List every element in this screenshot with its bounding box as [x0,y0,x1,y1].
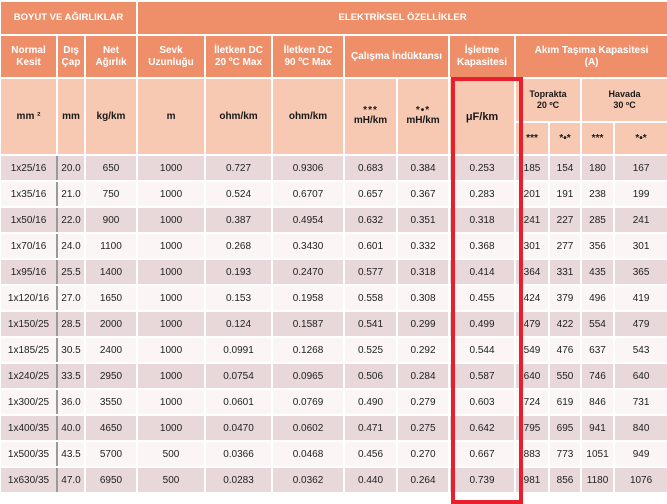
inductance-b-cell: 0.275 [397,415,449,441]
dc-resistance-20-cell: 0.153 [205,285,272,311]
inductance-a-cell: 0.490 [344,389,397,415]
net-weight-cell: 1400 [85,259,137,285]
outer-diameter-cell: 36.0 [57,389,85,415]
table-row [0,363,667,389]
outer-diameter-cell: 28.5 [57,311,85,337]
nominal-section-cell: 1x25/16 [0,155,57,181]
stars-ground-b: *•* [549,122,581,155]
nominal-section-cell: 1x300/25 [0,389,57,415]
table-row [0,285,667,311]
ampacity-air-a-cell: 637 [581,337,614,363]
unit-outer: mm [57,78,85,155]
delivery-length-cell: 1000 [137,363,205,389]
delivery-length-cell: 500 [137,441,205,467]
unit-delivery: m [137,78,205,155]
inductance-b-cell: 0.318 [397,259,449,285]
ampacity-ground-b-cell: 619 [549,389,581,415]
col-header-outer: Dış Çap [57,35,85,78]
ampacity-ground-a-cell: 549 [515,337,549,363]
inductance-a-cell: 0.632 [344,207,397,233]
ampacity-air-b-cell: 199 [614,181,667,207]
ampacity-air-b-cell: 479 [614,311,667,337]
nominal-section-cell: 1x95/16 [0,259,57,285]
stars-air-a: *** [581,122,614,155]
ampacity-ground-a-cell: 241 [515,207,549,233]
dc-resistance-90-cell: 0.0468 [272,441,344,467]
nominal-section-cell: 1x400/35 [0,415,57,441]
ampacity-air-b-cell: 949 [614,441,667,467]
dc-resistance-90-cell: 0.0965 [272,363,344,389]
table-row [0,311,667,337]
delivery-length-cell: 1000 [137,207,205,233]
nominal-section-cell: 1x120/16 [0,285,57,311]
dc-resistance-20-cell: 0.0991 [205,337,272,363]
unit-dc20: ohm/km [205,78,272,155]
unit-induct-a: *** mH/km [344,78,397,155]
ampacity-air-a-cell: 846 [581,389,614,415]
ampacity-ground-b-cell: 277 [549,233,581,259]
delivery-length-cell: 1000 [137,155,205,181]
dc-resistance-90-cell: 0.0602 [272,415,344,441]
table-row [0,415,667,441]
outer-diameter-cell: 27.0 [57,285,85,311]
stars-ground-a: *** [515,122,549,155]
nominal-section-cell: 1x500/35 [0,441,57,467]
ampacity-air-b-cell: 840 [614,415,667,441]
ampacity-air-a-cell: 238 [581,181,614,207]
outer-diameter-cell: 47.0 [57,467,85,493]
ampacity-ground-b-cell: 227 [549,207,581,233]
capacitance-cell: 0.499 [449,311,515,337]
ampacity-air-a-cell: 746 [581,363,614,389]
dc-resistance-20-cell: 0.0283 [205,467,272,493]
nominal-section-cell: 1x240/25 [0,363,57,389]
capacitance-cell: 0.414 [449,259,515,285]
net-weight-cell: 900 [85,207,137,233]
ampacity-ground-a-cell: 185 [515,155,549,181]
ampacity-air-b-cell: 731 [614,389,667,415]
net-weight-cell: 2000 [85,311,137,337]
dc-resistance-90-cell: 0.2470 [272,259,344,285]
capacitance-cell: 0.318 [449,207,515,233]
table-row [0,259,667,285]
ampacity-ground-b-cell: 154 [549,155,581,181]
outer-diameter-cell: 43.5 [57,441,85,467]
inductance-a-cell: 0.541 [344,311,397,337]
table-row [0,233,667,259]
stars-air-b: *•* [614,122,667,155]
net-weight-cell: 2400 [85,337,137,363]
group-header-dimensions: BOYUT VE AĞIRLIKLAR [0,1,137,35]
ampacity-ground-a-cell: 201 [515,181,549,207]
capacitance-cell: 0.253 [449,155,515,181]
inductance-b-cell: 0.351 [397,207,449,233]
ampacity-ground-a-cell: 301 [515,233,549,259]
outer-diameter-cell: 20.0 [57,155,85,181]
col-header-ampacity: Akım Taşıma Kapasitesi (A) [515,35,667,78]
ampacity-ground-a-cell: 479 [515,311,549,337]
delivery-length-cell: 1000 [137,337,205,363]
ampacity-air-a-cell: 554 [581,311,614,337]
inductance-b-cell: 0.264 [397,467,449,493]
dc-resistance-20-cell: 0.0601 [205,389,272,415]
ampacity-air-b-cell: 301 [614,233,667,259]
delivery-length-cell: 1000 [137,311,205,337]
inductance-b-cell: 0.279 [397,389,449,415]
ampacity-ground-a-cell: 640 [515,363,549,389]
col-header-delivery: Sevk Uzunluğu [137,35,205,78]
ampacity-ground-b-cell: 331 [549,259,581,285]
delivery-length-cell: 1000 [137,389,205,415]
capacitance-cell: 0.544 [449,337,515,363]
table-row [0,207,667,233]
dc-resistance-20-cell: 0.0366 [205,441,272,467]
unit-dc90: ohm/km [272,78,344,155]
inductance-b-cell: 0.308 [397,285,449,311]
ampacity-ground-a-cell: 364 [515,259,549,285]
net-weight-cell: 6950 [85,467,137,493]
ampacity-air-a-cell: 496 [581,285,614,311]
ampacity-ground-b-cell: 191 [549,181,581,207]
delivery-length-cell: 500 [137,467,205,493]
table-row [0,181,667,207]
ampacity-air-a-cell: 1180 [581,467,614,493]
ampacity-air-b-cell: 167 [614,155,667,181]
inductance-a-cell: 0.558 [344,285,397,311]
subheader-ground: Toprakta 20 ºC [515,78,581,122]
dc-resistance-20-cell: 0.0470 [205,415,272,441]
subheader-air: Havada 30 ºC [581,78,667,122]
net-weight-cell: 1650 [85,285,137,311]
capacitance-cell: 0.739 [449,467,515,493]
delivery-length-cell: 1000 [137,181,205,207]
dc-resistance-90-cell: 0.0769 [272,389,344,415]
delivery-length-cell: 1000 [137,259,205,285]
ampacity-ground-b-cell: 773 [549,441,581,467]
col-header-capacitance: İşletme Kapasitesi [449,35,515,78]
ampacity-air-a-cell: 941 [581,415,614,441]
outer-diameter-cell: 24.0 [57,233,85,259]
ampacity-air-b-cell: 543 [614,337,667,363]
table-row [0,389,667,415]
net-weight-cell: 3550 [85,389,137,415]
outer-diameter-cell: 30.5 [57,337,85,363]
ampacity-ground-a-cell: 724 [515,389,549,415]
net-weight-cell: 750 [85,181,137,207]
col-header-weight: Net Ağırlık [85,35,137,78]
ampacity-ground-b-cell: 422 [549,311,581,337]
ampacity-ground-b-cell: 695 [549,415,581,441]
outer-diameter-cell: 22.0 [57,207,85,233]
net-weight-cell: 2950 [85,363,137,389]
dc-resistance-90-cell: 0.3430 [272,233,344,259]
ampacity-air-a-cell: 285 [581,207,614,233]
ampacity-ground-a-cell: 883 [515,441,549,467]
nominal-section-cell: 1x150/25 [0,311,57,337]
dc-resistance-90-cell: 0.1958 [272,285,344,311]
ampacity-ground-b-cell: 379 [549,285,581,311]
dc-resistance-20-cell: 0.193 [205,259,272,285]
col-header-inductance: Çalışma İndüktansı [344,35,449,78]
dc-resistance-20-cell: 0.387 [205,207,272,233]
ampacity-ground-b-cell: 856 [549,467,581,493]
inductance-b-cell: 0.284 [397,363,449,389]
outer-diameter-cell: 33.5 [57,363,85,389]
inductance-b-cell: 0.367 [397,181,449,207]
outer-diameter-cell: 40.0 [57,415,85,441]
table-row [0,155,667,181]
table-row [0,467,667,493]
table-row [0,441,667,467]
inductance-a-cell: 0.525 [344,337,397,363]
ampacity-ground-b-cell: 550 [549,363,581,389]
col-header-dc20: İletken DC 20 ºC Max [205,35,272,78]
capacitance-cell: 0.667 [449,441,515,467]
dc-resistance-90-cell: 0.1268 [272,337,344,363]
unit-nominal: mm ² [0,78,57,155]
net-weight-cell: 4650 [85,415,137,441]
capacitance-cell: 0.455 [449,285,515,311]
outer-diameter-cell: 21.0 [57,181,85,207]
dc-resistance-90-cell: 0.9306 [272,155,344,181]
inductance-a-cell: 0.440 [344,467,397,493]
inductance-a-cell: 0.577 [344,259,397,285]
group-header-electrical: ELEKTRİKSEL ÖZELLİKLER [137,1,667,35]
table-row [0,337,667,363]
capacitance-cell: 0.587 [449,363,515,389]
delivery-length-cell: 1000 [137,233,205,259]
ampacity-air-a-cell: 180 [581,155,614,181]
nominal-section-cell: 1x35/16 [0,181,57,207]
dc-resistance-90-cell: 0.1587 [272,311,344,337]
dc-resistance-20-cell: 0.524 [205,181,272,207]
inductance-b-cell: 0.332 [397,233,449,259]
ampacity-ground-a-cell: 424 [515,285,549,311]
ampacity-air-b-cell: 241 [614,207,667,233]
dc-resistance-20-cell: 0.124 [205,311,272,337]
ampacity-air-a-cell: 356 [581,233,614,259]
delivery-length-cell: 1000 [137,285,205,311]
nominal-section-cell: 1x630/35 [0,467,57,493]
ampacity-air-b-cell: 365 [614,259,667,285]
nominal-section-cell: 1x185/25 [0,337,57,363]
inductance-b-cell: 0.384 [397,155,449,181]
inductance-a-cell: 0.657 [344,181,397,207]
dc-resistance-20-cell: 0.0754 [205,363,272,389]
dc-resistance-90-cell: 0.0362 [272,467,344,493]
col-header-nominal: Normal Kesit [0,35,57,78]
dc-resistance-90-cell: 0.6707 [272,181,344,207]
dc-resistance-90-cell: 0.4954 [272,207,344,233]
capacitance-cell: 0.603 [449,389,515,415]
inductance-b-cell: 0.292 [397,337,449,363]
net-weight-cell: 650 [85,155,137,181]
col-header-dc90: İletken DC 90 ºC Max [272,35,344,78]
inductance-a-cell: 0.601 [344,233,397,259]
inductance-b-cell: 0.270 [397,441,449,467]
unit-induct-b: *•* mH/km [397,78,449,155]
ampacity-air-b-cell: 1076 [614,467,667,493]
delivery-length-cell: 1000 [137,415,205,441]
ampacity-air-b-cell: 419 [614,285,667,311]
dc-resistance-20-cell: 0.727 [205,155,272,181]
ampacity-air-a-cell: 1051 [581,441,614,467]
inductance-b-cell: 0.299 [397,311,449,337]
capacitance-cell: 0.642 [449,415,515,441]
ampacity-ground-a-cell: 795 [515,415,549,441]
nominal-section-cell: 1x70/16 [0,233,57,259]
ampacity-ground-a-cell: 981 [515,467,549,493]
ampacity-ground-b-cell: 476 [549,337,581,363]
unit-weight: kg/km [85,78,137,155]
inductance-a-cell: 0.471 [344,415,397,441]
unit-capacitance: μF/km [449,78,515,155]
dc-resistance-20-cell: 0.268 [205,233,272,259]
ampacity-air-a-cell: 435 [581,259,614,285]
net-weight-cell: 5700 [85,441,137,467]
inductance-a-cell: 0.683 [344,155,397,181]
inductance-a-cell: 0.456 [344,441,397,467]
capacitance-cell: 0.283 [449,181,515,207]
net-weight-cell: 1100 [85,233,137,259]
ampacity-air-b-cell: 640 [614,363,667,389]
nominal-section-cell: 1x50/16 [0,207,57,233]
capacitance-cell: 0.368 [449,233,515,259]
inductance-a-cell: 0.506 [344,363,397,389]
outer-diameter-cell: 25.5 [57,259,85,285]
